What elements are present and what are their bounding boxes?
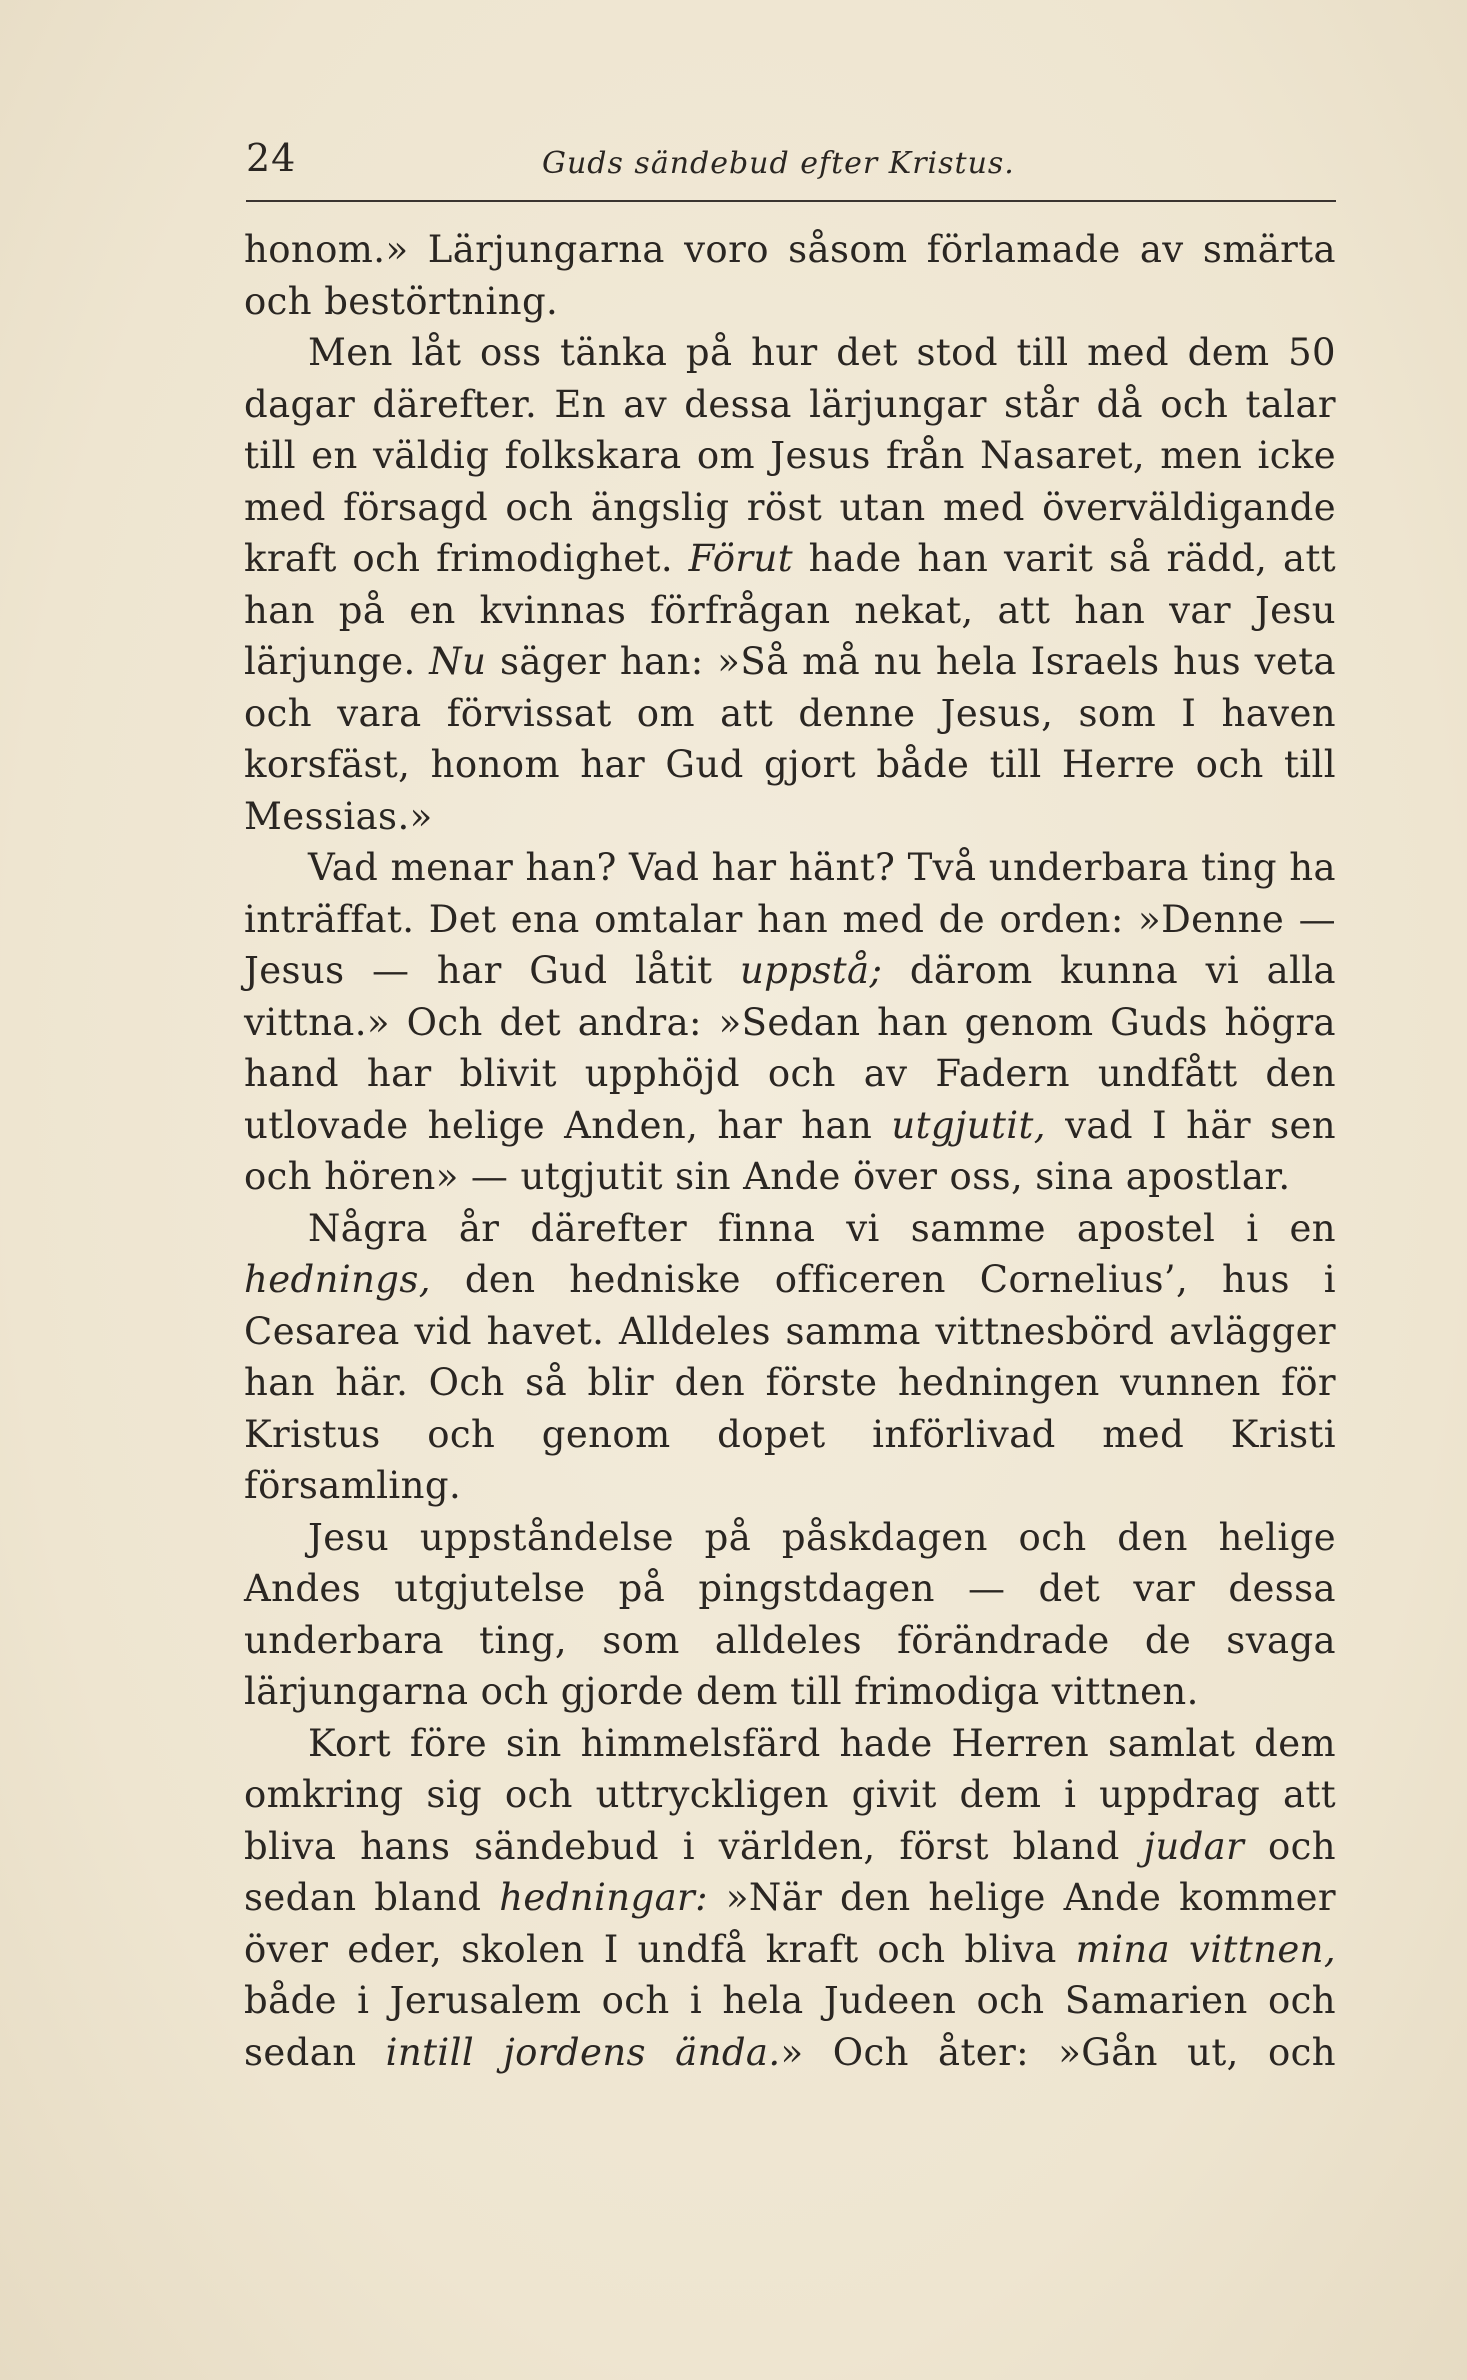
paragraph: Jesu uppståndelse på påskdagen och den helige Andes utgjutelse på pingstdagen — det var dessa underbara ting, som alldeles förändrade de svaga lärjungarna och gjorde dem till frimodiga vittnen. [244,1515,1336,1713]
paragraph: honom.» Lärjungarna voro såsom förlamade av smärta och bestörtning. [244,228,1336,323]
paragraph: Men låt oss tänka på hur det stod till med dem 50 dagar därefter. En av dessa lärjungar står då och talar till en väldig folkskara om Jesus från Nasaret, men icke med försagd och ängslig röst utan med överväldigande kraft och frimodighet. Förut hade han varit så rädd, att han på en kvinnas förfrågan nekat, att han var Jesu lärjunge. Nu säger han: »Så må nu hela Israels hus veta och vara förvissat om att denne Jesus, som I haven korsfäst, honom har Gud gjort både till Herre och till Messias.» [244,331,1336,838]
page-number: 24 [246,136,297,180]
paragraph: Kort före sin himmelsfärd hade Herren samlat dem omkring sig och uttryckligen givit dem i uppdrag att bliva hans sändebud i världen, först bland judar och sedan bland hedningar: »När den helige Ande kommer över eder, skolen I undfå kraft och bliva mina vittnen, både i Jerusalem och i hela Judeen och Samarien och sedan intill jordens ända.» Och åter: »Gån ut, och [244,1721,1337,2074]
page-header [246,136,1336,196]
body-text [244,224,1336,2078]
paragraph: Vad menar han? Vad har hänt? Två underbara ting ha inträffat. Det ena omtalar han med de orden: »Denne — Jesus — har Gud låtit uppstå; därom kunna vi alla vittna.» Och det andra: »Sedan han genom Guds högra hand har blivit upphöjd och av Fadern undfått den utlovade helige Anden, har han utgjutit, vad I här sen och hören» — utgjutit sin Ande över oss, sina apostlar. [244,846,1336,1198]
header-rule [246,200,1336,202]
running-title: Guds sändebud efter Kristus. [542,146,1015,181]
paragraph: Några år därefter finna vi samme apostel i en hednings, den hedniske officeren Cornelius’, hus i Cesarea vid havet. Alldeles samma vittnesbörd avlägger han här. Och så blir den förste hedningen vunnen för Kristus och genom dopet införlivad med Kristi församling. [244,1206,1336,1507]
